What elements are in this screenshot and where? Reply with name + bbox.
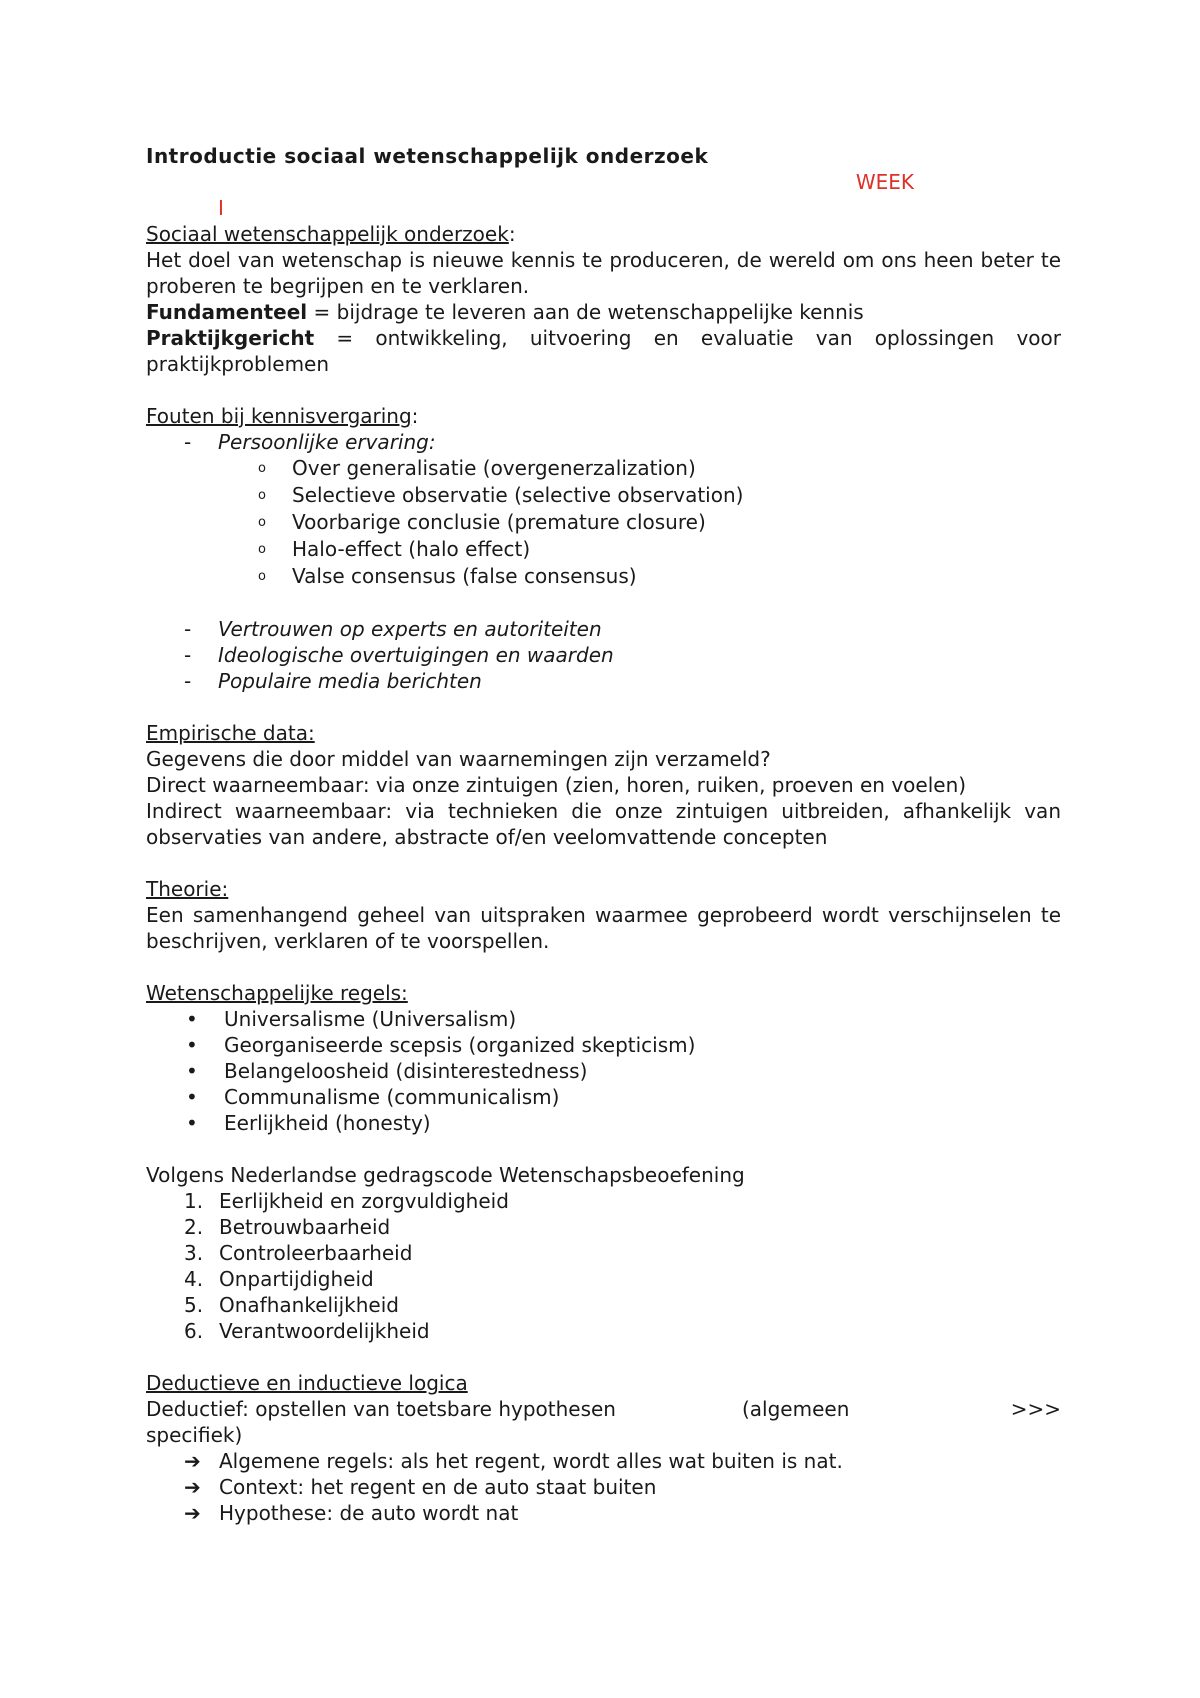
list-item: 2. Betrouwbaarheid	[184, 1215, 391, 1239]
persoonlijke-ervaring-sublist	[146, 455, 1061, 590]
deductief-arrow-list	[146, 1448, 1061, 1526]
list-item: 1. Eerlijkheid en zorgvuldigheid	[184, 1189, 509, 1213]
list-item: ➔ Hypothese: de auto wordt nat	[184, 1501, 519, 1525]
document-content	[146, 143, 1061, 1526]
fouten-list	[146, 429, 1061, 455]
section-heading-theorie: Theorie:	[146, 877, 229, 901]
deductief-continuation: specifiek)	[146, 1423, 243, 1447]
list-item: 3. Controleerbaarheid	[184, 1241, 413, 1265]
arrow-icon: ➔	[184, 1449, 201, 1473]
list-item: • Universalisme (Universalism)	[186, 1007, 517, 1031]
gedragscode-list	[146, 1188, 1061, 1344]
section-heading-regels: Wetenschappelijke regels:	[146, 981, 408, 1005]
list-item: ➔ Context: het regent en de auto staat buiten	[184, 1475, 657, 1499]
list-item: • Eerlijkheid (honesty)	[186, 1111, 431, 1135]
fouten-list-continued	[146, 616, 1061, 694]
paragraph-line: Indirect waarneembaar: via technieken die onze zintuigen uitbreiden, afhankelijk van observaties van andere, abstracte of/en veelomvattende concepten	[146, 799, 1061, 849]
list-item: • Georganiseerde scepsis (organized skepticism)	[186, 1033, 696, 1057]
list-item: 4. Onpartijdigheid	[184, 1267, 374, 1291]
list-item: - Populaire media berichten	[184, 669, 482, 693]
list-item: o Voorbarige conclusie (premature closure)	[258, 510, 706, 534]
week-label: WEEK	[855, 170, 914, 194]
list-item: - Vertrouwen op experts en autoriteiten	[184, 617, 602, 641]
regels-list	[146, 1006, 1061, 1136]
section-heading-gedragscode: Volgens Nederlandse gedragscode Wetenschapsbeoefening	[146, 1163, 745, 1187]
list-item: - Ideologische overtuigingen en waarden	[184, 643, 614, 667]
list-item: o Valse consensus (false consensus)	[258, 564, 637, 588]
document-title: Introductie sociaal wetenschappelijk onderzoek	[146, 144, 709, 168]
list-item: 6. Verantwoordelijkheid	[184, 1319, 430, 1343]
paragraph-line: Gegevens die door middel van waarnemingen zijn verzameld?	[146, 747, 771, 771]
definition-praktijkgericht: Praktijkgericht = ontwikkeling, uitvoering en evaluatie van oplossingen voor praktijkproblemen	[146, 326, 1061, 376]
list-item: 5. Onafhankelijkheid	[184, 1293, 399, 1317]
arrow-icon: ➔	[184, 1501, 201, 1525]
section-heading-logica: Deductieve en inductieve logica	[146, 1371, 468, 1395]
arrow-icon: ➔	[184, 1475, 201, 1499]
list-item: - Persoonlijke ervaring:	[184, 430, 436, 454]
list-item: • Belangeloosheid (disinterestedness)	[186, 1059, 588, 1083]
definition-fundamenteel: Fundamenteel = bijdrage te leveren aan de wetenschappelijke kennis	[146, 300, 864, 324]
deductief-line: Deductief: opstellen van toetsbare hypothesen (algemeen >>>	[146, 1397, 1061, 1421]
week-number: I	[218, 196, 224, 220]
list-item: o Over generalisatie (overgenerzalization)	[258, 456, 696, 480]
list-item: ➔ Algemene regels: als het regent, wordt alles wat buiten is nat.	[184, 1449, 843, 1473]
section-heading-fouten: Fouten bij kennisvergaring:	[146, 404, 419, 428]
list-item: • Communalisme (communicalism)	[186, 1085, 560, 1109]
section-paragraph-doel: Het doel van wetenschap is nieuwe kennis te produceren, de wereld om ons heen beter te proberen te begrijpen en te verklaren.	[146, 248, 1061, 298]
paragraph-line: Direct waarneembaar: via onze zintuigen (zien, horen, ruiken, proeven en voelen)	[146, 773, 967, 797]
section-paragraph-theorie: Een samenhangend geheel van uitspraken waarmee geprobeerd wordt verschijnselen te beschrijven, verklaren of te voorspellen.	[146, 903, 1061, 953]
list-item: o Selectieve observatie (selective observation)	[258, 483, 744, 507]
section-heading-empirische: Empirische data:	[146, 721, 315, 745]
section-heading-sociaal: Sociaal wetenschappelijk onderzoek:	[146, 222, 516, 246]
list-item: o Halo-effect (halo effect)	[258, 537, 531, 561]
